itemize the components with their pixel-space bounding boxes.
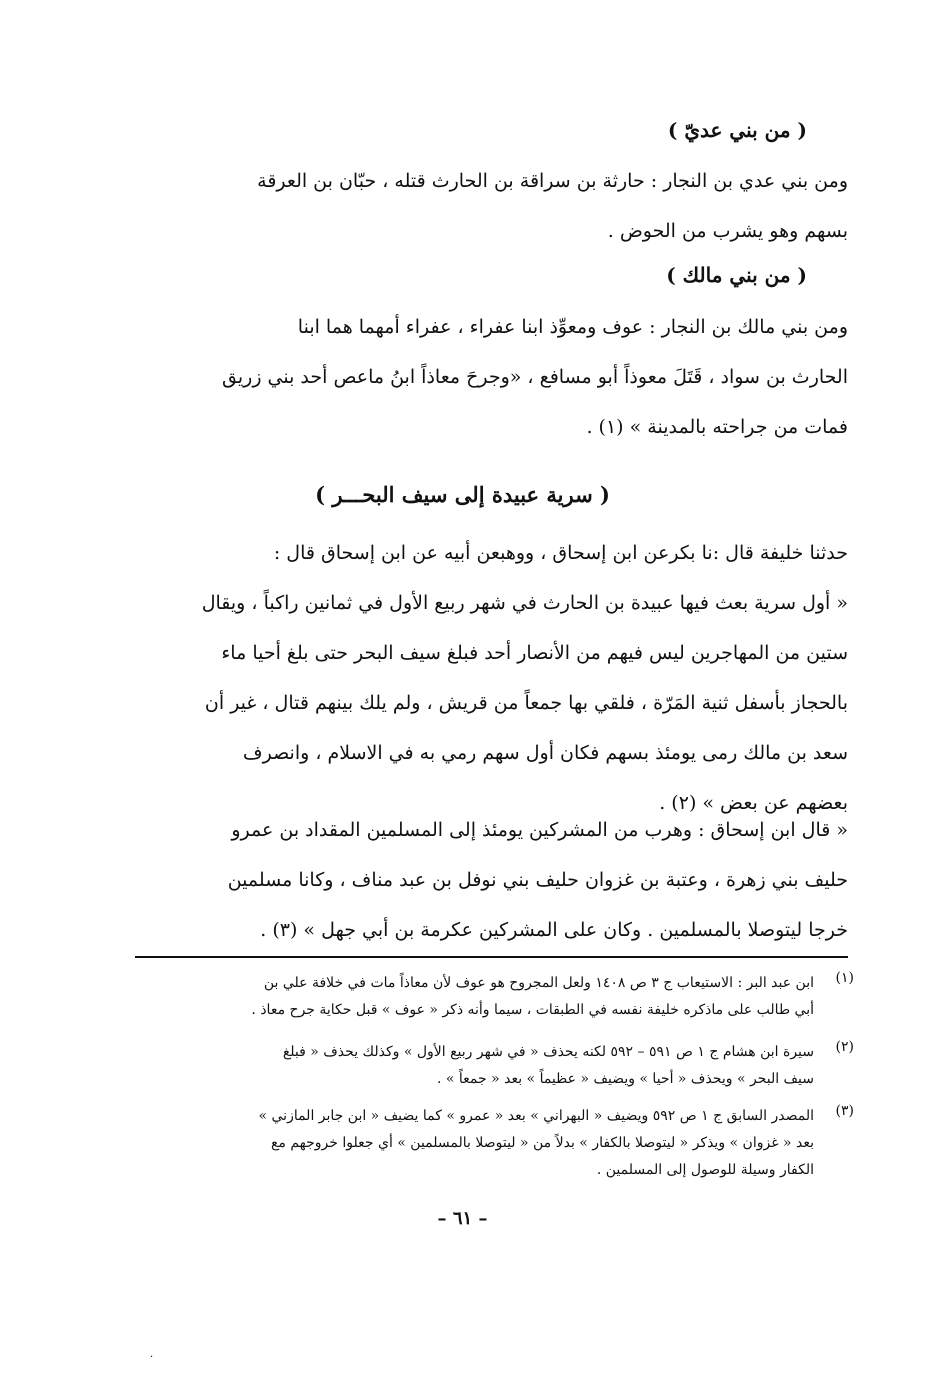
text-line: ومن بني عدي بن النجار : حارثة بن سراقة بن الحارث قتله ، حبّان بن العرقة — [257, 170, 848, 192]
text-line: سعد بن مالك رمى يومئذ بسهم فكان أول سهم رمي به في الاسلام ، وانصرف — [242, 742, 848, 764]
text-line: حدثنا خليفة قال :نا بكرعن ابن إسحاق ، ووهبعن أبيه عن ابن إسحاق قال : — [273, 542, 848, 564]
text-line: فمات من جراحته بالمدينة » (١) . — [586, 416, 848, 438]
paragraph-bani-malik — [135, 302, 848, 452]
footnote-3 — [135, 1103, 854, 1184]
page-number: – ٦١ – — [437, 1208, 488, 1229]
text-line: حليف بني زهرة ، وعتبة بن غزوان حليف بني نوفل بن عبد مناف ، وكانا مسلمين — [227, 869, 848, 891]
text-line: ومن بني مالك بن النجار : عوف ومعوِّذ ابنا عفراء ، عفراء أمهما هما ابنا — [297, 316, 848, 338]
footnote-line: المصدر السابق ج ١ ص ٥٩٢ ويضيف « البهراني » بعد « عمرو » كما يضيف « ابن جابر المازني » — [258, 1108, 814, 1124]
section-heading-sariya: ( سرية عبيدة إلى سيف البحـــر ) — [315, 482, 610, 507]
footnote-line: سيرة ابن هشام ج ١ ص ٥٩١ – ٥٩٢ لكنه يحذف « في شهر ربيع الأول » وكذلك يحذف « فبلغ — [282, 1044, 814, 1060]
section-heading-bani-adi: ( من بني عديّ ) — [667, 118, 807, 142]
text-line: « أول سرية بعث فيها عبيدة بن الحارث في شهر ربيع الأول في ثمانين راكباً ، ويقال — [201, 592, 848, 614]
footnote-line: سيف البحر » ويحذف « أحيا » ويضيف « عظيماً » بعد « جمعاً » . — [436, 1071, 814, 1087]
footnote-number: (١) — [835, 970, 854, 986]
footnote-number: (٣) — [835, 1103, 854, 1119]
text-line: خرجا ليتوصلا بالمسلمين . وكان على المشركين عكرمة بن أبي جهل » (٣) . — [260, 919, 848, 941]
text-line: بعضهم عن بعض » (٢) . — [659, 792, 848, 814]
text-line: ستين من المهاجرين ليس فيهم من الأنصار أحد فبلغ سيف البحر حتى بلغ أحيا ماء — [221, 642, 848, 664]
paragraph-sariya — [135, 528, 848, 828]
footnote-1 — [135, 970, 854, 1024]
footnote-2 — [135, 1039, 854, 1093]
footnote-number: (٢) — [835, 1039, 854, 1055]
text-line: « قال ابن إسحاق : وهرب من المشركين يومئذ إلى المسلمين المقداد بن عمرو — [231, 819, 848, 841]
footnote-line: أبي طالب على ماذكره خليفة نفسه في الطبقات ، سيما وأنه ذكر « عوف » قبل حكاية جرح معاذ . — [251, 1002, 814, 1018]
footnote-line: الكفار وسيلة للوصول إلى المسلمين . — [596, 1162, 814, 1178]
footnote-line: بعد « غزوان » ويذكر « ليتوصلا بالكفار » بدلاً من « ليتوصلا بالمسلمين » أي جعلوا خروجهم مع — [270, 1135, 814, 1151]
section-heading-bani-malik: ( من بني مالك ) — [666, 263, 807, 287]
paragraph-bani-adi — [135, 156, 848, 256]
text-line: بالحجاز بأسفل ثنية المَرّة ، فلقي بها جمعاً من قريش ، ولم يلك بينهم قتال ، غير أن — [204, 692, 848, 714]
footnote-line: ابن عبد البر : الاستيعاب ج ٣ ص ١٤٠٨ ولعل المجروح هو عوف لأن معاذاً مات في خلافة علي بن — [263, 975, 814, 991]
text-line: بسهم وهو يشرب من الحوض . — [607, 220, 848, 242]
text-line: الحارث بن سواد ، قَتَلَ معوذاً أبو مسافع ، «وجرحَ معاذاً ابنُ ماعص أحد بني زريق — [222, 366, 848, 388]
scan-speck: · — [150, 1352, 154, 1363]
paragraph-ibn-ishaq — [135, 805, 848, 955]
footnote-divider — [135, 956, 848, 958]
